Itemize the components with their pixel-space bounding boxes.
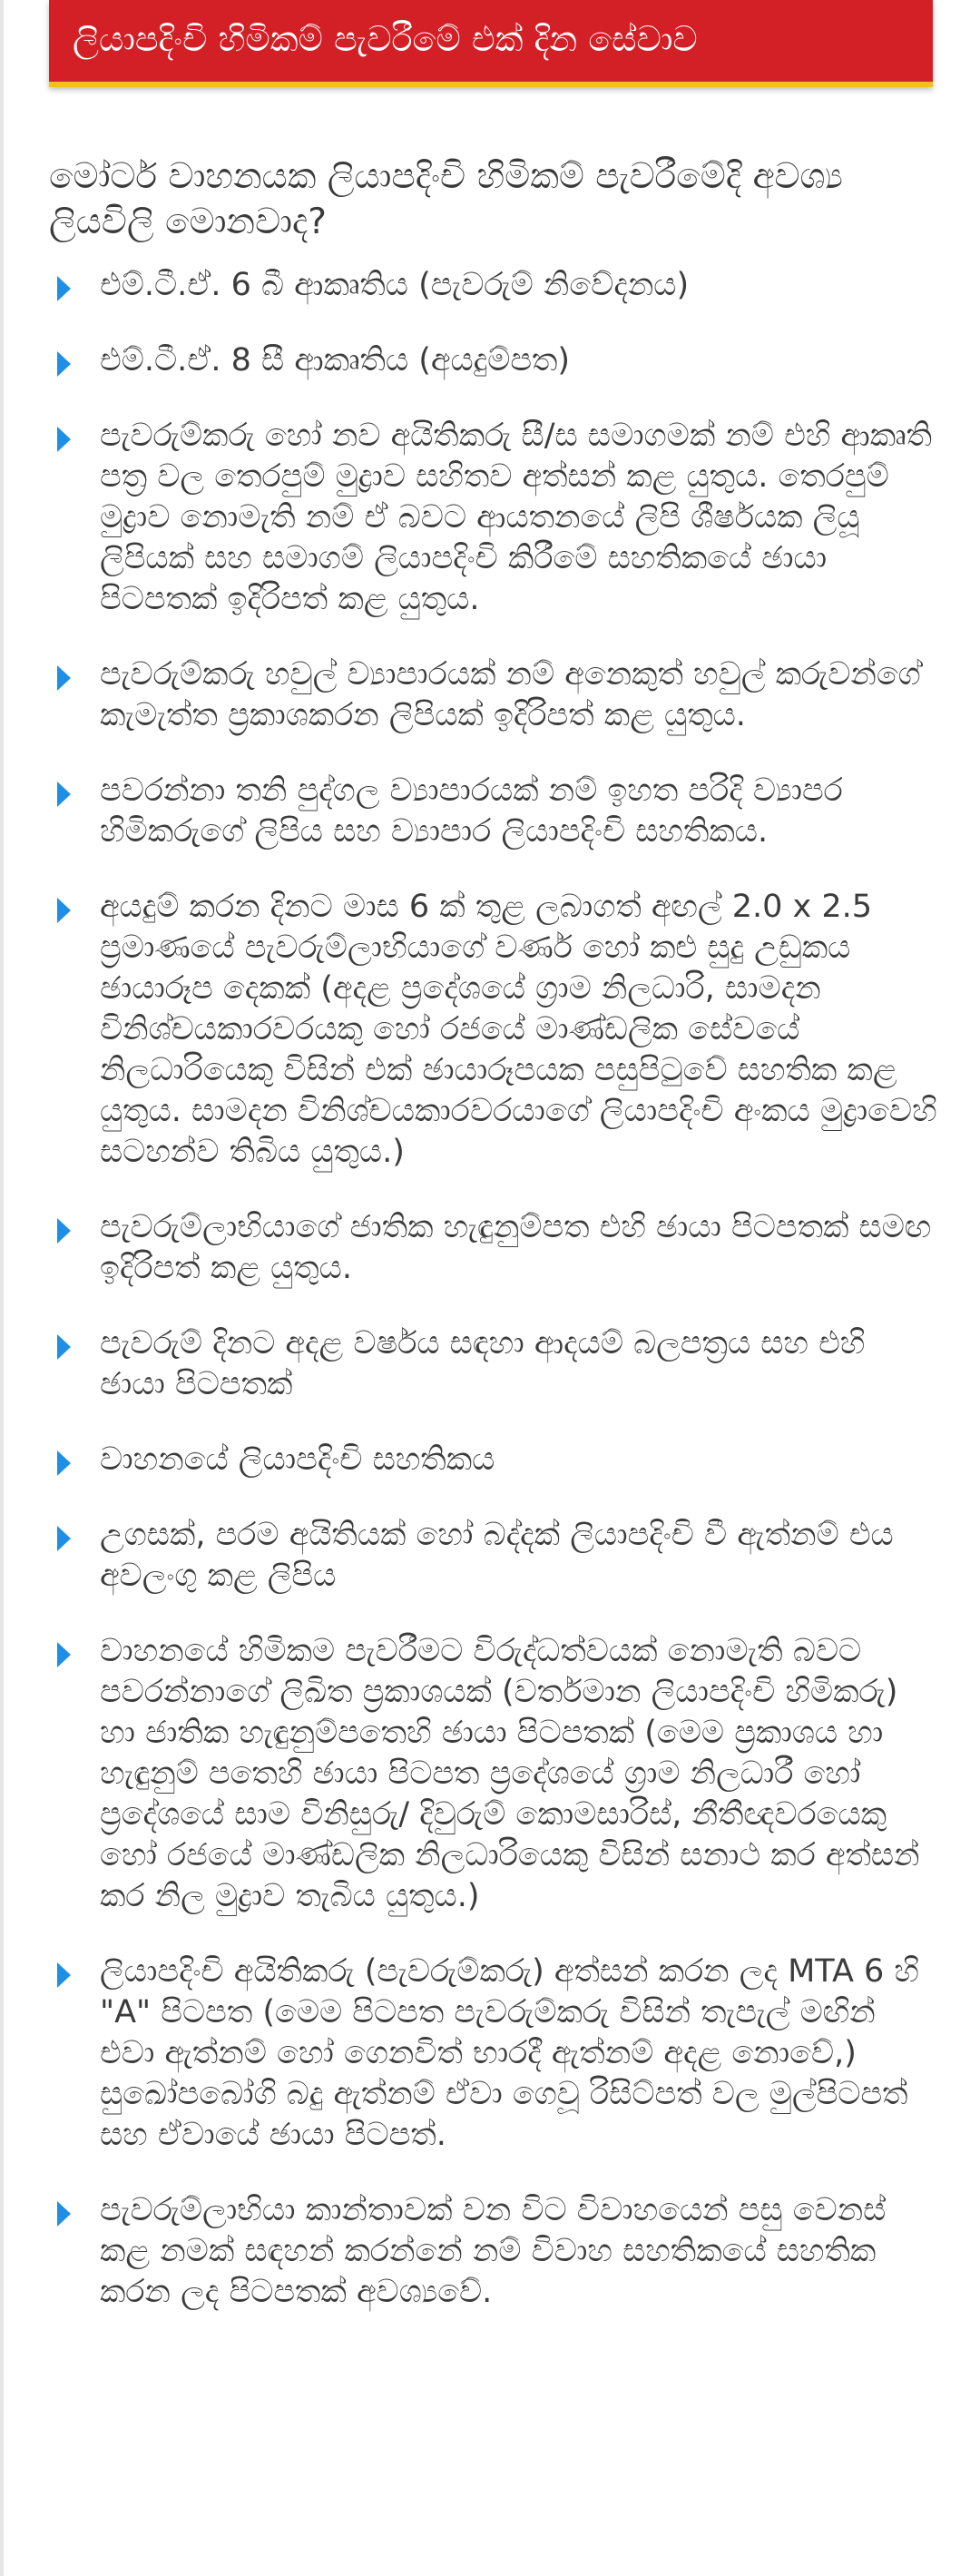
- caret-right-icon: [57, 1642, 71, 1667]
- left-border: [0, 0, 4, 2576]
- header-banner: [49, 0, 933, 87]
- list-item-text: පැවරුම්කරු හෝ නව අයිතිකරු සී/ස සමාගමක් නම් එහි ආකෘති පත්‍ර වල තෙරපුම් මුද්‍රාව සහිතව අත්සන් කළ යුතුය. තෙරපුම් මුද්‍රාව නොමැති නම් ඒ බවට ආයතනයේ ලිපි ශීර්ෂයක ලියූ ලිපියක් සහ සමාගම් ලියාපදිංචි කිරීමේ සහතිකයේ ඡායා පිටපතක් ඉදිරිපත් කළ යුතුය.: [100, 418, 933, 617]
- list-item-text: එම්.ටී.ඒ. 6 බී ආකෘතිය (පැවරුම් නිවේදනය): [100, 267, 690, 303]
- list-item-text: උගසක්, පරම අයිතියක් හෝ බද්දක් ලියාපදිංචි වී ඇත්නම් එය අවලංගු කළ ලිපිය: [100, 1517, 894, 1594]
- list-item: [49, 1323, 938, 1405]
- list-item-text: එම්.ටී.ඒ. 8 සී ආකෘතිය (අයදුම්පත): [100, 342, 571, 379]
- list-item: [49, 340, 938, 381]
- caret-right-icon: [57, 1962, 71, 1988]
- list-item-text: වාහනයේ හිමිකම පැවරීමට විරුද්ධත්වයක් නොමැති බවට පවරන්නාගේ ලිඛිත ප්‍රකාශයක් (වර්තමාන ලියාපදිංචි හිමිකරු) හා ජාතික හැඳුනුම්පතෙහි ඡායා පිටපතක් (මෙම ප්‍රකාශය හා හැඳුනුම් පතෙහි ඡායා පිටපත ප්‍රදේශයේ ග්‍රාම නිලධාරී හෝ ප්‍රදේශයේ සාම විනිසුරු/ දිවුරුම් කොමසාරිස්, නීතීඥවරයෙකු හෝ රජයේ මාණ්ඩලික නිලධාරියෙකු විසින් සනාථ කර අත්සන් කර නිල මුද්‍රාව තැබිය යුතුය.): [100, 1633, 920, 1914]
- list-item: [49, 2190, 938, 2313]
- list-item-text: පැවරුම්ලාභියා කාන්තාවක් වන විට විවාහයෙන් පසු වෙනස් කළ නමක් සඳහන් කරන්නේ නම් විවාහ සහතිකයේ සහතික කරන ලද පිටපතක් අවශ්‍යවේ.: [100, 2192, 887, 2310]
- list-item-text: පැවරුම්ලාභියාගේ ජාතික හැඳුනුම්පත එහි ඡායා පිටපතක් සමඟ ඉදිරිපත් කළ යුතුය.: [100, 1209, 932, 1286]
- list-item: [49, 1515, 938, 1597]
- caret-right-icon: [57, 782, 71, 807]
- caret-right-icon: [57, 1526, 71, 1551]
- list-item: [49, 1952, 938, 2156]
- caret-right-icon: [57, 351, 71, 377]
- list-item: [49, 1440, 938, 1480]
- list-item-text: වාහනයේ ලියාපදිංචි සහතිකය: [100, 1441, 495, 1478]
- list-item-text: අයදුම් කරන දිනට මාස 6 ක් තුළ ලබාගත් අඟල් 2.0 x 2.5 ප්‍රමාණයේ පැවරුම්ලාභියාගේ වර්ණ හෝ කළු සුදු උඩුකය ඡායාරූප දෙකක් (අදළ ප්‍රදේශයේ ග්‍රාම නිලධාරි, සාමදන විනිශ්චයකාරවරයකු හෝ රජයේ මාණ්ඩලික සේවයේ නිලධාරියෙකු විසින් එක් ඡායාරූපයක පසුපිටුවේ සහතික කළ යුතුය. සාමදන විනිශ්චයකාරවරයාගේ ලියාපදිංචි අංකය මුද්‍රාවෙහි සටහන්ව තිබිය යුතුය.): [100, 889, 937, 1170]
- list-item-text: පැවරුම්කරු හවුල් ව්‍යාපාරයක් නම් අනෙකුත් හවුල් කරුවන්ගේ කැමැත්ත ප්‍රකාශකරන ලිපියක් ඉදිරිපත් කළ යුතුය.: [100, 656, 921, 733]
- list-item: [49, 771, 938, 852]
- list-item: [49, 887, 938, 1173]
- list-item-text: ලියාපදිංචි අයිතිකරු (පැවරුම්කරු) අත්සන් කරන ලද MTA 6 හි "A" පිටපත (මෙම පිටපත පැවරුම්කරු විසින් තැපැල් මඟින් එවා ඇත්නම් හෝ ගෙනවිත් භාරදී ඇත්නම් අදළ නොවේ,) සුඛෝපබෝගි බදු ඇත්නම් ඒවා ගෙවූ රිසිට්පත් වල මුල්පිටපත් සහ ඒවායේ ඡායා පිටපත්.: [100, 1953, 919, 2153]
- caret-right-icon: [57, 427, 71, 452]
- caret-right-icon: [57, 898, 71, 923]
- requirements-list: [49, 265, 938, 2313]
- caret-right-icon: [57, 665, 71, 691]
- caret-right-icon: [57, 1334, 71, 1360]
- list-item-text: පැවරුම් දිනට අදළ වර්ෂය සඳහා ආදයම් බලපත්‍රය සහ එහි ඡායා පිටපතක්: [100, 1325, 866, 1402]
- banner-title: ලියාපදිංචි හිමිකම් පැවරීමේ එක් දින සේවාව: [73, 19, 698, 59]
- section-heading: මෝටර් වාහනයක ලියාපදිංචි හිමිකම් පැවරීමේදි අවශ්‍ය ලියවිලි මොනවාද?: [49, 156, 843, 242]
- requirements-section: [49, 154, 938, 2347]
- list-item: [49, 265, 938, 306]
- list-item: [49, 1207, 938, 1289]
- caret-right-icon: [57, 1450, 71, 1476]
- caret-right-icon: [57, 276, 71, 301]
- list-item: [49, 416, 938, 620]
- caret-right-icon: [57, 2201, 71, 2227]
- list-item-text: පවරන්නා තනි පුද්ගල ව්‍යාපාරයක් නම් ඉහත පරිදි ව්‍යාපර හිමිකරුගේ ලිපිය සහ ව්‍යාපාර ලියාපදිංචි සහතිකය.: [100, 772, 843, 850]
- list-item: [49, 654, 938, 736]
- caret-right-icon: [57, 1218, 71, 1244]
- list-item: [49, 1631, 938, 1917]
